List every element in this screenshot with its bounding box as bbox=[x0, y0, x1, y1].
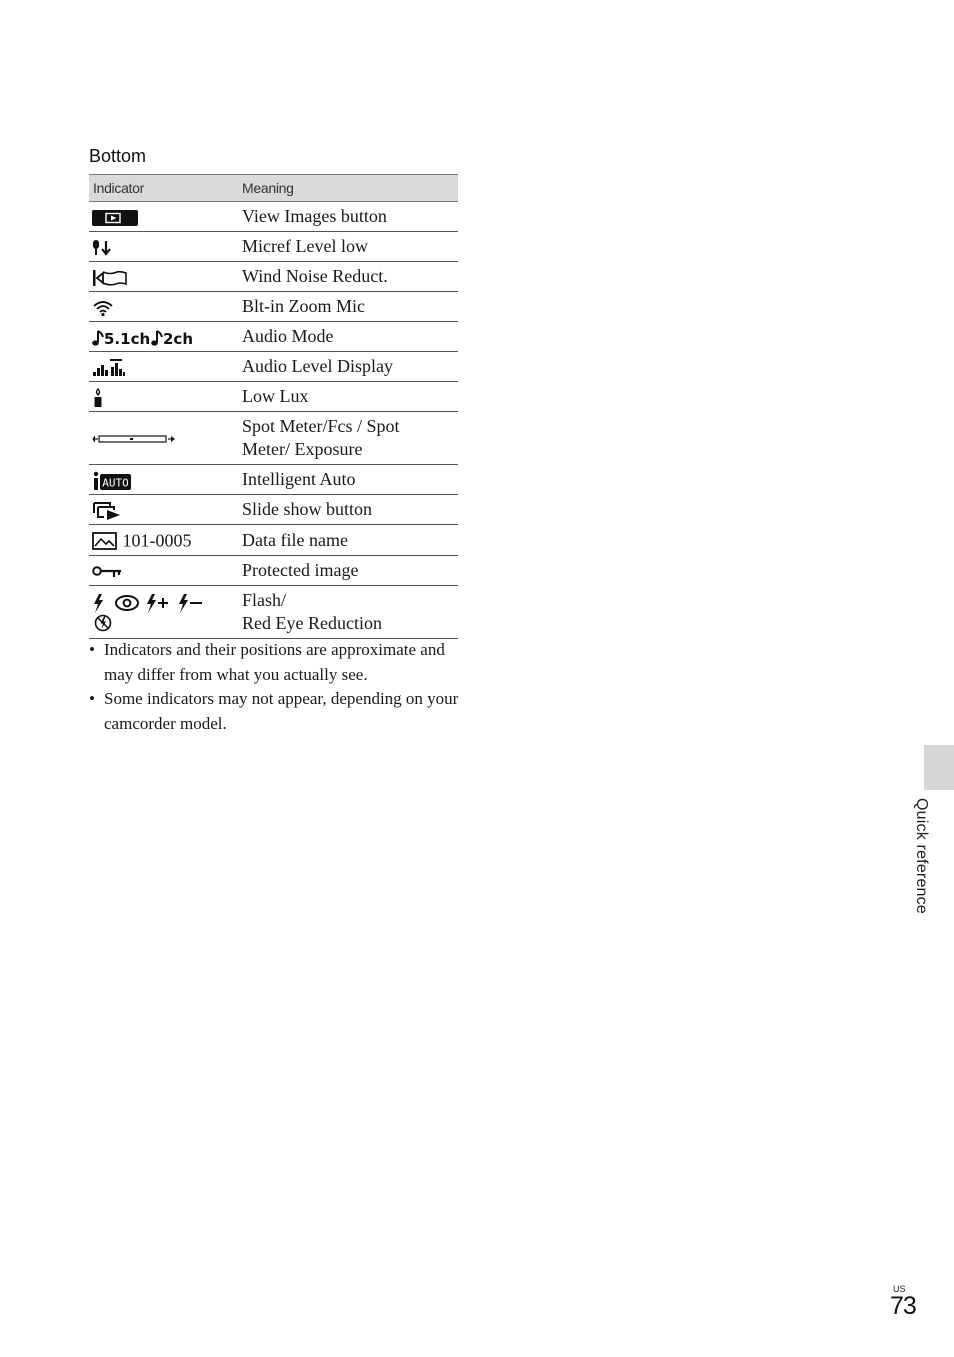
table-row bbox=[89, 556, 458, 586]
flash-icons bbox=[92, 592, 204, 632]
table-row bbox=[89, 525, 458, 556]
meaning-text: Flash/ Red Eye Reduction bbox=[239, 586, 458, 639]
blt-in-zoom-mic-icon bbox=[92, 299, 114, 317]
side-tab-label: Quick reference bbox=[913, 798, 930, 914]
audio-mode-icon bbox=[92, 328, 200, 348]
notes-list bbox=[89, 638, 461, 736]
flash-minus-icon bbox=[179, 594, 202, 613]
meaning-text: Micref Level low bbox=[239, 232, 458, 262]
meaning-text: Audio Mode bbox=[239, 322, 458, 352]
meaning-text: Protected image bbox=[239, 556, 458, 586]
table-header-row bbox=[89, 175, 458, 202]
table-row bbox=[89, 232, 458, 262]
header-meaning: Meaning bbox=[239, 175, 458, 202]
table-row bbox=[89, 202, 458, 232]
meaning-text: Data file name bbox=[239, 525, 458, 556]
section-title: Bottom bbox=[89, 146, 147, 166]
page-number: 73 bbox=[890, 1292, 916, 1320]
meaning-text: Spot Meter/Fcs / Spot Meter/ Exposure bbox=[239, 412, 458, 465]
meaning-text: Low Lux bbox=[239, 382, 458, 412]
meaning-text: Blt-in Zoom Mic bbox=[239, 292, 458, 322]
meaning-text: Intelligent Auto bbox=[239, 465, 458, 495]
table-row bbox=[89, 322, 458, 352]
flash-plus-icon bbox=[147, 594, 168, 613]
protected-image-key-icon bbox=[92, 565, 122, 579]
table-row bbox=[89, 495, 458, 525]
view-images-button-icon bbox=[92, 210, 138, 226]
table-row bbox=[89, 412, 458, 465]
low-lux-icon bbox=[92, 388, 104, 408]
table-row bbox=[89, 262, 458, 292]
table-row bbox=[89, 465, 458, 495]
table-row bbox=[89, 292, 458, 322]
slide-show-button-icon bbox=[92, 501, 122, 521]
list-item: • Indicators and their positions are approximate and may differ from what you actually see. bbox=[89, 640, 445, 684]
svg-text:2ch: 2ch bbox=[163, 329, 194, 348]
svg-text:5.1ch: 5.1ch bbox=[104, 329, 151, 348]
table-row bbox=[89, 382, 458, 412]
data-file-image-icon bbox=[92, 531, 118, 551]
meaning-text: Wind Noise Reduct. bbox=[239, 262, 458, 292]
meaning-text: View Images button bbox=[239, 202, 458, 232]
svg-text:AUTO: AUTO bbox=[102, 476, 129, 490]
indicator-table bbox=[89, 174, 458, 639]
meaning-text: Slide show button bbox=[239, 495, 458, 525]
spot-meter-slider-icon bbox=[92, 434, 176, 444]
intelligent-auto-icon bbox=[92, 471, 132, 491]
meaning-text: Audio Level Display bbox=[239, 352, 458, 382]
red-eye-reduction-icon bbox=[116, 596, 138, 610]
list-item: • Some indicators may not appear, depending on your camcorder model. bbox=[89, 689, 459, 733]
table-row bbox=[89, 586, 458, 639]
page-region-code: US bbox=[893, 1284, 906, 1294]
header-indicator: Indicator bbox=[89, 175, 239, 202]
file-number: 101-0005 bbox=[122, 530, 192, 551]
flash-off-icon bbox=[96, 616, 111, 631]
audio-level-display-icon bbox=[92, 358, 126, 378]
wind-noise-reduct-icon bbox=[92, 269, 128, 287]
side-tab bbox=[924, 745, 954, 790]
flash-icon bbox=[94, 594, 103, 613]
table-row bbox=[89, 352, 458, 382]
micref-level-low-icon bbox=[92, 239, 112, 257]
